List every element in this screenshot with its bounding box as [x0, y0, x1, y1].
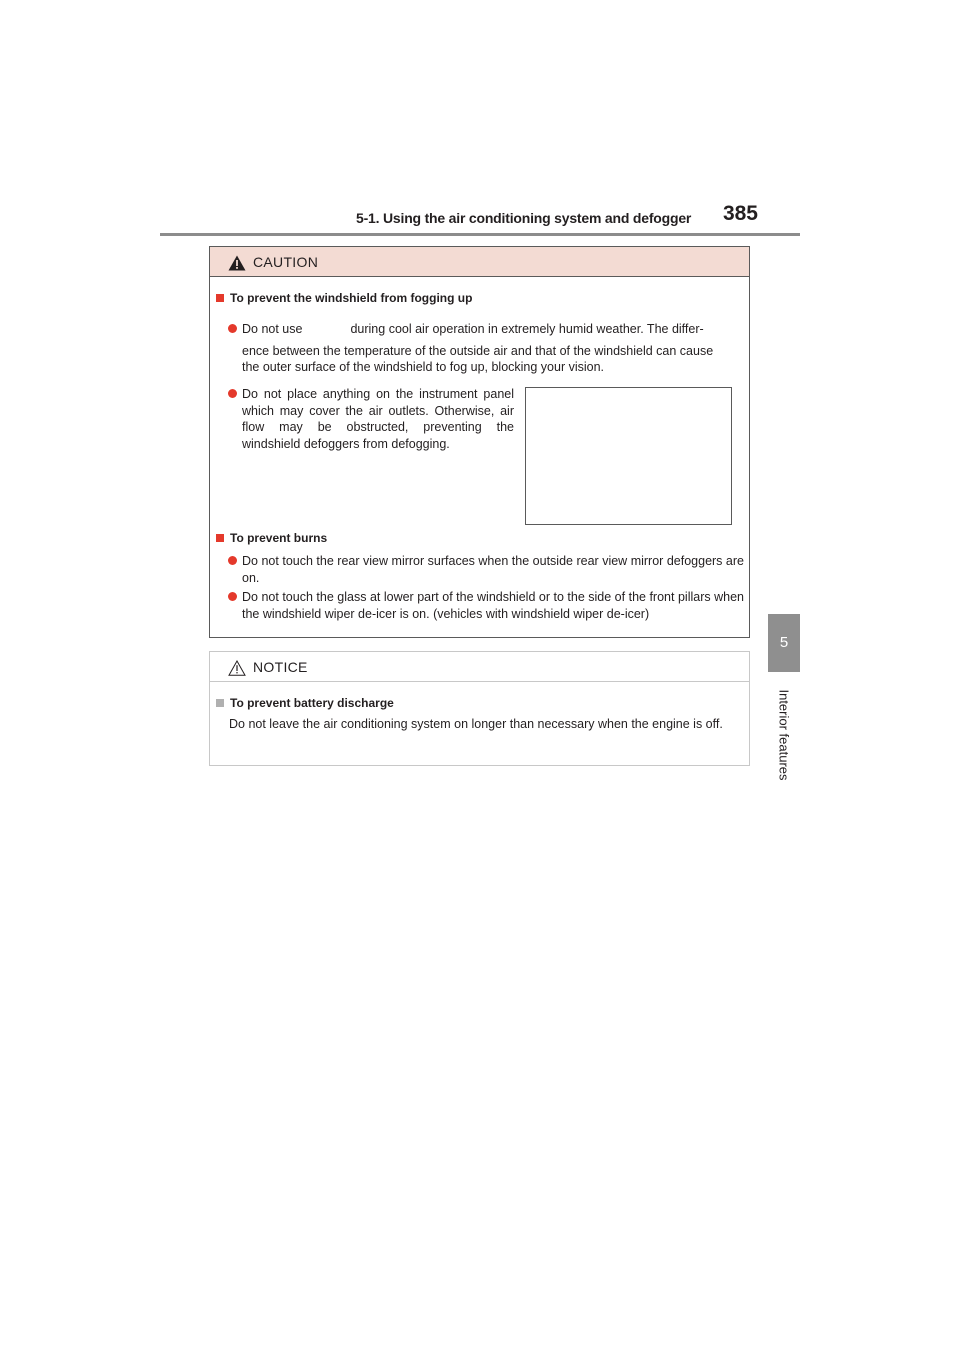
caution-title: CAUTION	[253, 254, 319, 270]
notice-header	[210, 652, 749, 682]
warning-triangle-outline-icon	[228, 660, 246, 676]
item-text: ence between the temperature of the outside air and that of the windshield can cause	[242, 343, 714, 358]
caution-item-1	[242, 321, 744, 376]
bullet-icon	[228, 324, 237, 333]
warning-triangle-icon	[228, 255, 246, 271]
item-text: during cool air operation in extremely humid weather. The differ-	[350, 322, 704, 336]
bullet-icon	[228, 556, 237, 565]
bullet-icon	[228, 592, 237, 601]
caution-header	[210, 247, 749, 277]
caution-section-heading: To prevent burns	[216, 531, 327, 545]
page-number: 385	[722, 202, 758, 225]
caution-item-4: Do not touch the glass at lower part of the windshield or to the side of the front pillars when the windshield wiper de-icer is on. (vehicles with windshield wiper de-icer)	[242, 589, 744, 622]
header-divider	[160, 233, 800, 236]
item-lead-text: Do not use	[242, 322, 303, 336]
caution-item-3: Do not touch the rear view mirror surfaces when the outside rear view mirror defoggers are on.	[242, 553, 744, 586]
instrument-panel-illustration	[525, 387, 732, 525]
caution-section-heading: To prevent the windshield from fogging up	[216, 291, 472, 305]
chapter-tab: 5	[768, 614, 800, 672]
notice-text: Do not leave the air conditioning system on longer than necessary when the engine is off.	[229, 717, 723, 731]
page-header	[160, 200, 800, 236]
section-title: 5-1. Using the air conditioning system and defogger	[356, 210, 692, 226]
chapter-side-label	[770, 680, 798, 790]
section-square-icon	[216, 699, 224, 707]
bullet-icon	[228, 389, 237, 398]
section-square-icon	[216, 534, 224, 542]
notice-title: NOTICE	[253, 659, 308, 675]
section-square-icon	[216, 294, 224, 302]
chapter-label-text: Interior features	[776, 689, 792, 781]
notice-section-heading: To prevent battery discharge	[216, 696, 394, 710]
caution-item-2: Do not place anything on the instrument panel which may cover the air outlets. Otherwise, air flow may be obstructed, preventing the windshield defoggers from defogging.	[242, 386, 514, 452]
item-text: the outer surface of the windshield to fog up, blocking your vision.	[242, 360, 605, 374]
